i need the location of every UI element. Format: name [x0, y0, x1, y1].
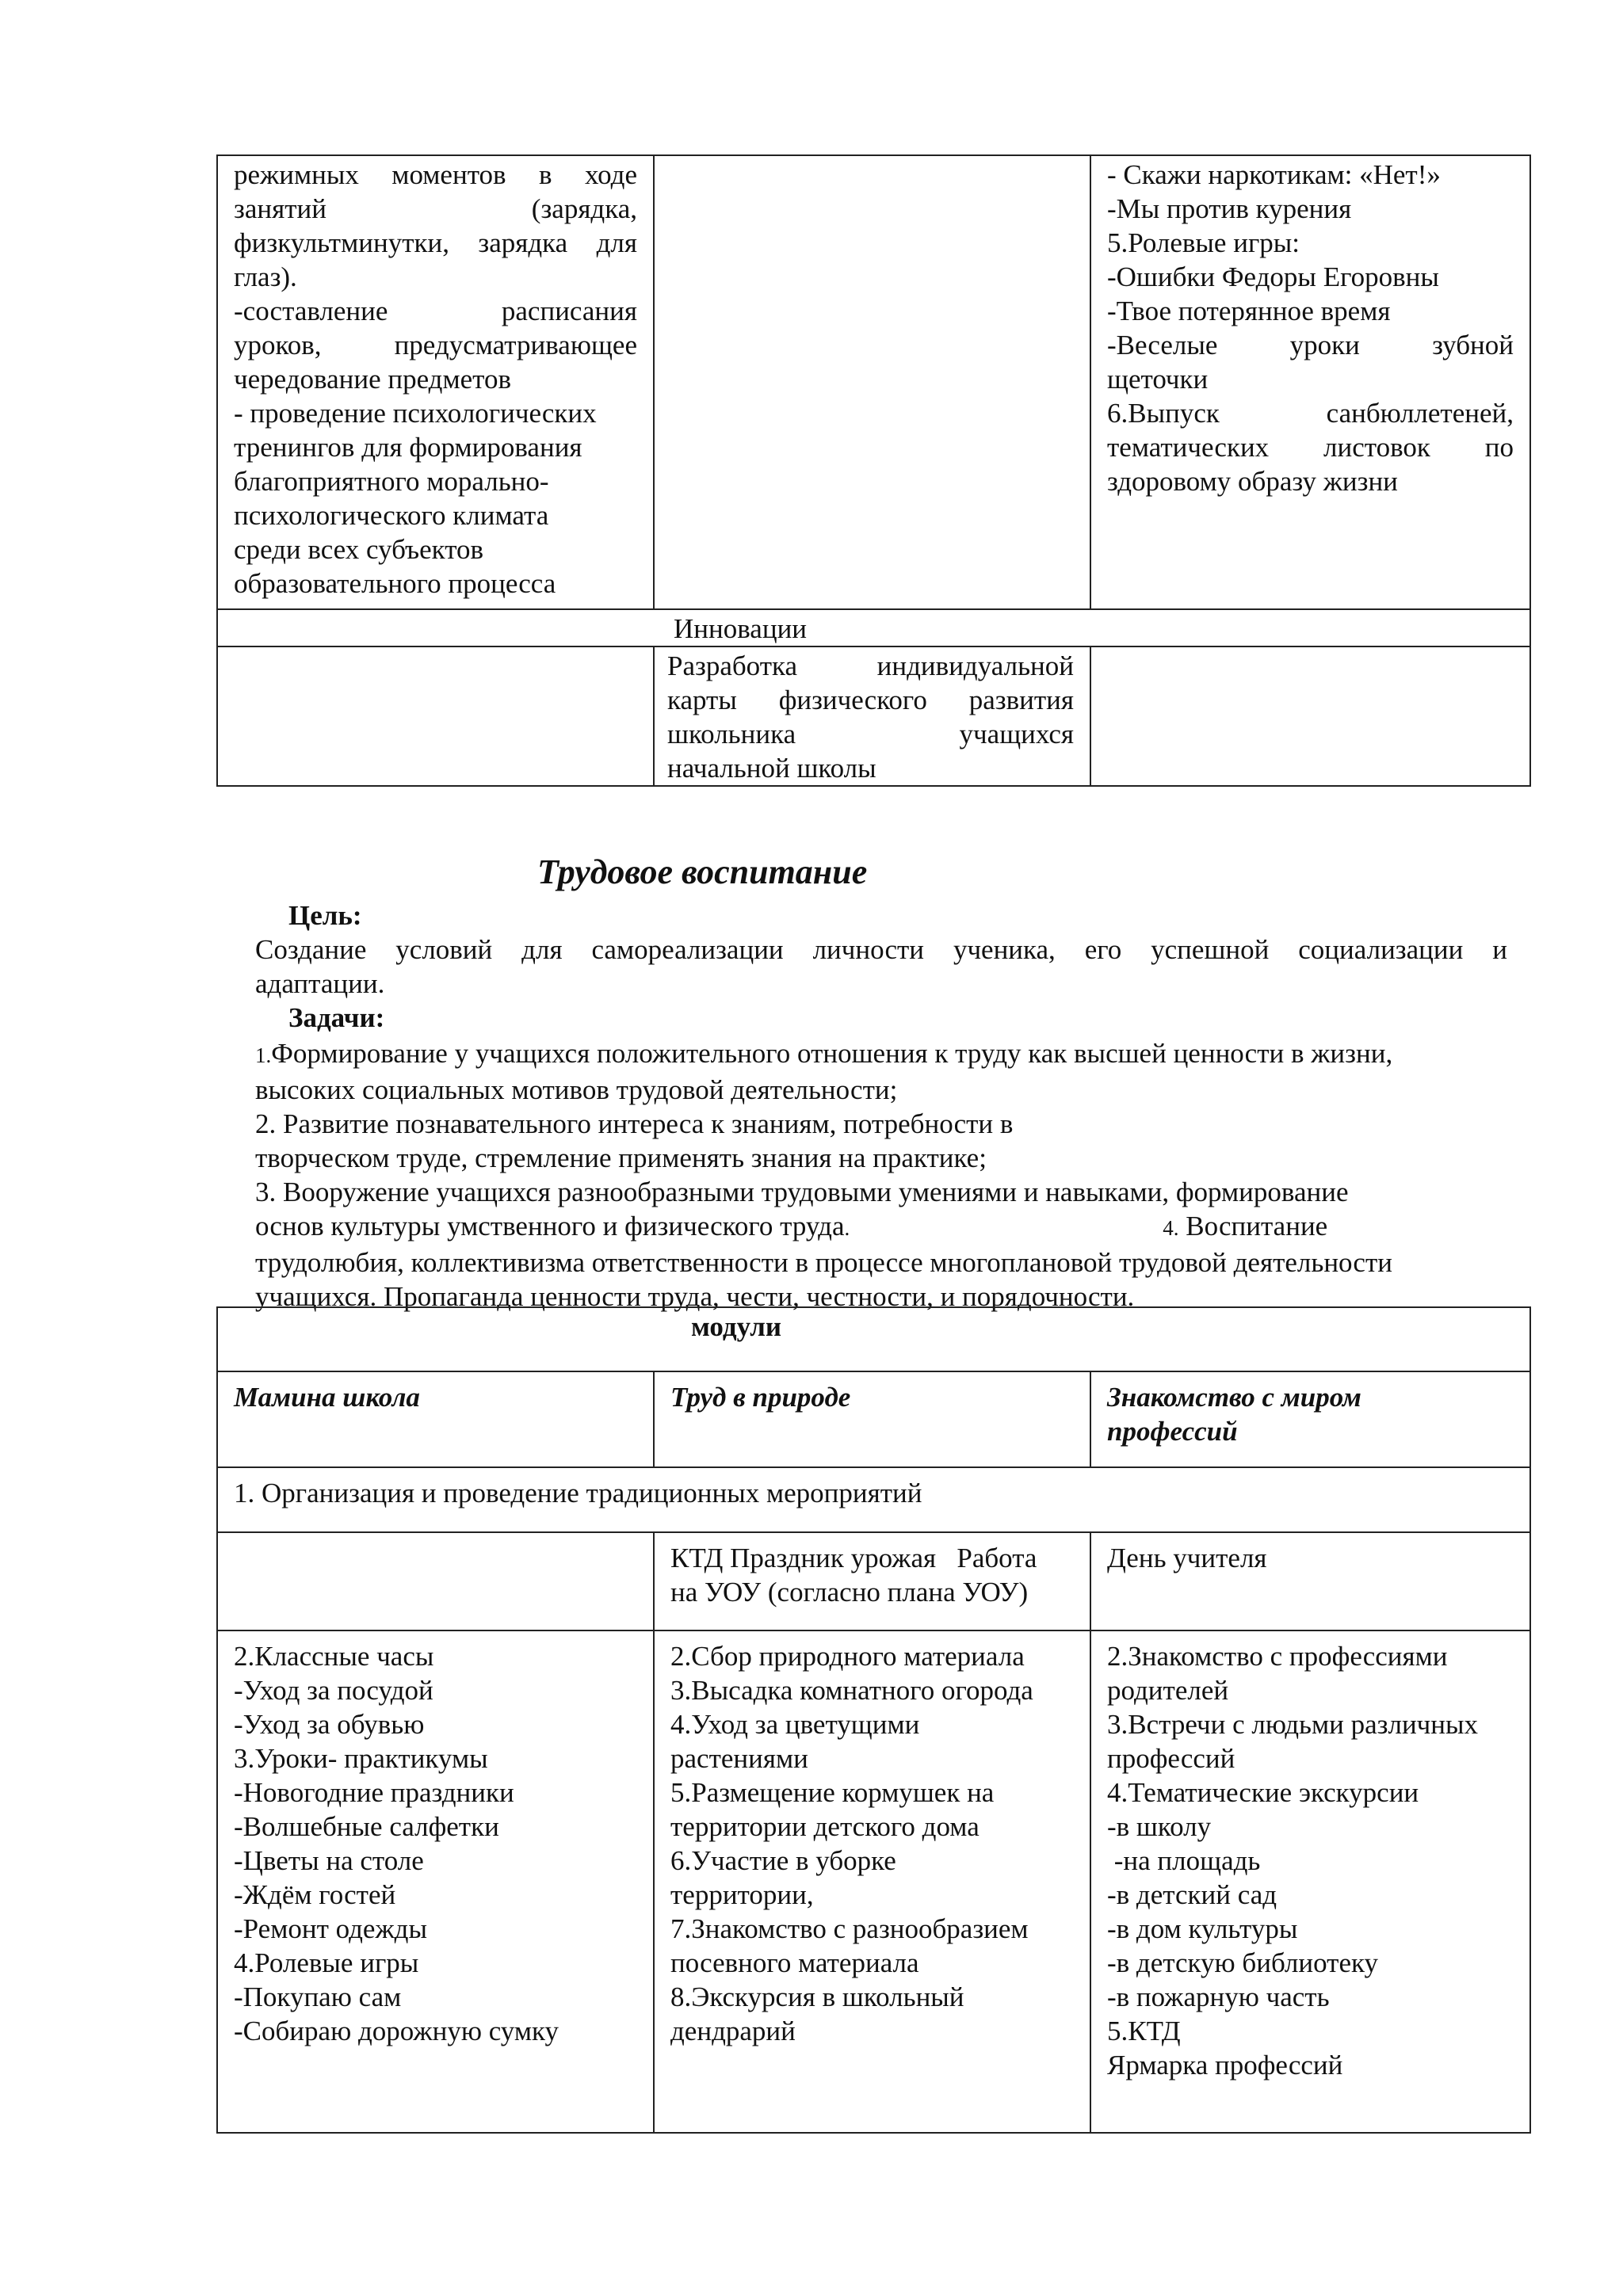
task-text: Формирование у учащихся положительного отношения к труду как высшей ценности в жизни, [271, 1038, 1393, 1069]
text-line: -Уход за обувью [234, 1709, 425, 1740]
text-line: 3.Высадка комнатного огорода [670, 1675, 1033, 1706]
modules-label: модули [691, 1311, 782, 1342]
text-line: Ярмарка профессий [1107, 2050, 1343, 2081]
text-line: 5.Ролевые игры: [1107, 227, 1300, 258]
text-line: 6.Участие в уборке [670, 1845, 896, 1876]
empty-cell [217, 646, 654, 786]
middle-cell [654, 155, 1090, 609]
table-row [217, 609, 1530, 646]
task-number: 4. [1163, 1216, 1179, 1240]
left-cell-text [234, 158, 637, 601]
text-line: 6.Выпуск санбюллетеней, [1107, 398, 1514, 429]
column-header [1090, 1371, 1530, 1467]
column-header: Мамина школа [217, 1371, 654, 1467]
text-line: -Уход за посудой [234, 1675, 433, 1706]
text-line: -Мы против курения [1107, 193, 1352, 224]
table-row [217, 155, 1530, 609]
text-line: 4.Тематические экскурсии [1107, 1777, 1419, 1808]
text-line: 7.Знакомство с разнообразием [670, 1913, 1029, 1944]
text-line: растениями [670, 1743, 808, 1774]
text-line: карты физического развития [667, 685, 1074, 715]
task-line: 2. Развитие познавательного интереса к знаниям, потребности в [255, 1108, 1014, 1139]
professions-cell [1090, 1630, 1530, 2133]
text-line: -составление расписания [234, 296, 637, 326]
column-header: Труд в природе [654, 1371, 1090, 1467]
events-row: 1. Организация и проведение традиционных мероприятий [217, 1467, 1530, 1532]
text-line: благоприятного морально- [234, 466, 549, 497]
innovations-row [217, 609, 1530, 646]
tasks-text [255, 1036, 1539, 1314]
task-number: 1. [255, 1043, 272, 1067]
text-line: 8.Экскурсия в школьный [670, 1981, 964, 2012]
table-row [217, 1532, 1530, 1630]
text-line: -в дом культуры [1107, 1913, 1298, 1944]
header-line: профессий [1107, 1416, 1238, 1447]
text-line: посевного материала [670, 1947, 919, 1978]
task-line [255, 1036, 1539, 1073]
goal-line: адаптации. [255, 968, 385, 999]
task-line: учащихся. Пропаганда ценности труда, чести, честности, и порядочности. [255, 1281, 1135, 1312]
text-line: - Скажи наркотикам: «Нет!» [1107, 159, 1441, 190]
text-line: -Ошибки Федоры Егоровны [1107, 261, 1439, 292]
empty-cell [217, 1532, 654, 1630]
tasks-label: Задачи: [288, 1002, 385, 1033]
text-line: родителей [1107, 1675, 1229, 1706]
text-line: -Веселые уроки зубной [1107, 330, 1514, 360]
text-line: -в детский сад [1107, 1879, 1277, 1910]
modules-row [217, 1307, 1530, 1371]
task-text: Воспитание [1178, 1211, 1328, 1241]
text-line: глаз). [234, 261, 297, 292]
cell-list [1107, 1639, 1514, 2082]
text-line: -Цветы на столе [234, 1845, 424, 1876]
task-line: трудолюбия, коллективизма ответственности в процессе многоплановой трудовой деятельности [255, 1247, 1392, 1278]
text-line: - проведение психологических [234, 398, 597, 429]
cell-line: на УОУ (согласно плана УОУ) [670, 1577, 1029, 1608]
text-line: -на площадь [1107, 1845, 1261, 1876]
task-line: высоких социальных мотивов трудовой деятельности; [255, 1074, 898, 1105]
text-line: образовательного процесса [234, 568, 556, 599]
section-title: Трудовое воспитание [537, 852, 868, 891]
table-row [217, 646, 1530, 786]
text-line: дендрарий [670, 2016, 796, 2046]
harvest-cell [654, 1532, 1090, 1630]
text-line: чередование предметов [234, 364, 512, 395]
goal-text [255, 933, 1507, 1001]
moms-school-cell [217, 1630, 654, 2133]
text-line: психологического климата [234, 500, 549, 531]
cell-line: КТД Праздник урожая Работа [670, 1543, 1037, 1573]
text-line: территории, [670, 1879, 814, 1910]
teacher-day-cell: День учителя [1090, 1532, 1530, 1630]
text-line: -Собираю дорожную сумку [234, 2016, 559, 2046]
text-line: -Ждём гостей [234, 1879, 396, 1910]
task-text: основ культуры умственного и физического труда [255, 1211, 845, 1241]
text-line: -Ремонт одежды [234, 1913, 427, 1944]
innovation-cell [654, 646, 1090, 786]
left-cell [217, 155, 654, 609]
goal-line: Создание условий для самореализации личности ученика, его успешной социализации и [255, 934, 1507, 965]
text-line: тренингов для формирования [234, 432, 582, 463]
text-line: территории детского дома [670, 1811, 980, 1842]
right-cell-text [1107, 158, 1514, 498]
text-line: -Новогодние праздники [234, 1777, 514, 1808]
task-dot: . [844, 1216, 850, 1240]
text-line: -в детскую библиотеку [1107, 1947, 1378, 1978]
text-line: 4.Уход за цветущими [670, 1709, 920, 1740]
text-line: -в пожарную часть [1107, 1981, 1330, 2012]
text-line: 3.Встречи с людьми различных [1107, 1709, 1479, 1740]
table-row [217, 1307, 1530, 1371]
text-line: Разработка индивидуальной [667, 650, 1074, 681]
text-line: щеточки [1107, 364, 1209, 395]
text-line: 4.Ролевые игры [234, 1947, 419, 1978]
task-line [255, 1209, 1539, 1245]
goal-label: Цель: [288, 900, 362, 931]
text-line: 3.Уроки- практикумы [234, 1743, 488, 1774]
right-cell [1090, 155, 1530, 609]
text-line: физкультминутки, зарядка для [234, 227, 637, 258]
text-line: здоровому образу жизни [1107, 466, 1398, 497]
text-line: 5.Размещение кормушек на [670, 1777, 995, 1808]
text-line: 2.Классные часы [234, 1641, 434, 1672]
modules-table [216, 1306, 1531, 2134]
cell-list [234, 1639, 637, 2048]
text-line: среди всех субъектов [234, 534, 484, 565]
table-row [217, 1630, 1530, 2133]
text-line: 2.Сбор природного материала [670, 1641, 1025, 1672]
cell-list [670, 1639, 1074, 2048]
empty-cell [1090, 646, 1530, 786]
table-row [217, 1467, 1530, 1532]
text-line: школьника учащихся [667, 719, 1074, 749]
text-line: -Волшебные салфетки [234, 1811, 499, 1842]
text-line: начальной школы [667, 753, 876, 784]
text-line: профессий [1107, 1743, 1235, 1774]
text-line: -Твое потерянное время [1107, 296, 1391, 326]
header-line: Знакомство с миром [1107, 1382, 1361, 1413]
text-line: тематических листовок по [1107, 432, 1514, 463]
text-line: 2.Знакомство с профессиями [1107, 1641, 1448, 1672]
text-line: занятий (зарядка, [234, 193, 637, 224]
table-row [217, 1371, 1530, 1467]
text-line: 5.КТД [1107, 2016, 1181, 2046]
innovation-text [667, 649, 1074, 785]
task-line: творческом труде, стремление применять знания на практике; [255, 1142, 987, 1173]
text-line: -Покупаю сам [234, 1981, 402, 2012]
text-line: -в школу [1107, 1811, 1212, 1842]
task-line: 3. Вооружение учащихся разнообразными трудовыми умениями и навыками, формирование [255, 1177, 1349, 1207]
health-table [216, 154, 1531, 787]
text-line: режимных моментов в ходе [234, 159, 637, 190]
nature-work-cell [654, 1630, 1090, 2133]
text-line: уроков, предусматривающее [234, 330, 637, 360]
innovations-label: Инновации [674, 613, 808, 644]
